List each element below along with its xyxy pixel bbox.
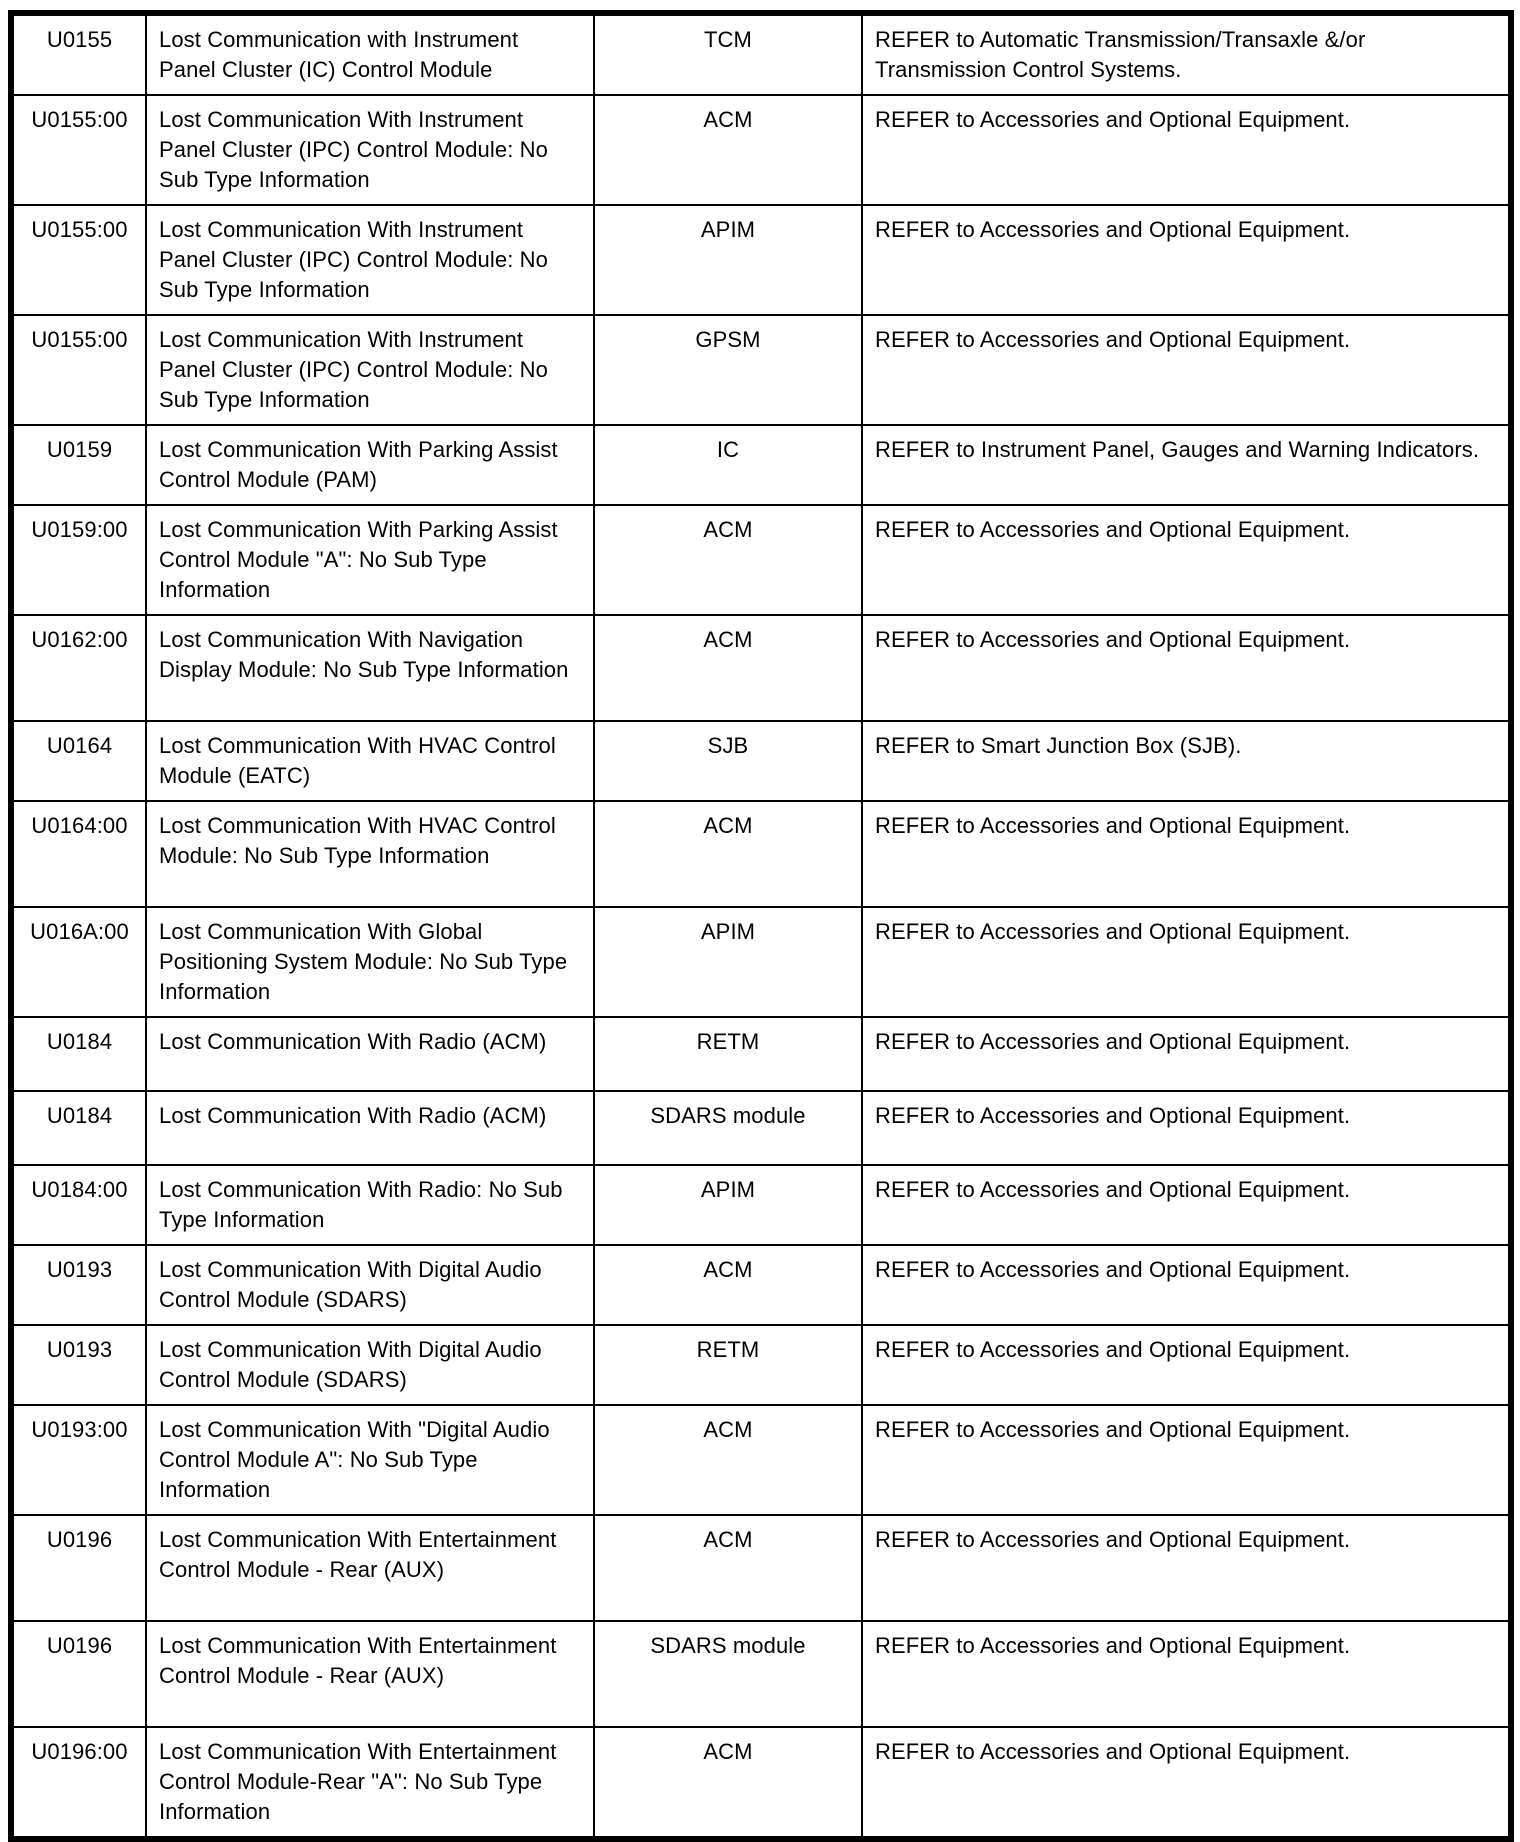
- cell-module: ACM: [594, 1515, 862, 1621]
- cell-module: RETM: [594, 1325, 862, 1405]
- cell-description: Lost Communication With Entertainment Control Module - Rear (AUX): [146, 1515, 594, 1621]
- cell-description: Lost Communication With Entertainment Control Module - Rear (AUX): [146, 1621, 594, 1727]
- cell-dtc: U0184: [11, 1091, 146, 1165]
- cell-description: Lost Communication With Parking Assist Control Module (PAM): [146, 425, 594, 505]
- cell-description: Lost Communication With Radio: No Sub Type Information: [146, 1165, 594, 1245]
- table-row: [11, 1017, 1511, 1091]
- table-row: [11, 505, 1511, 615]
- table-row: [11, 1325, 1511, 1405]
- cell-dtc: U0193: [11, 1245, 146, 1325]
- cell-module: ACM: [594, 505, 862, 615]
- cell-module: SDARS module: [594, 1621, 862, 1727]
- cell-module: ACM: [594, 801, 862, 907]
- cell-dtc: U0155:00: [11, 315, 146, 425]
- table-row: [11, 1515, 1511, 1621]
- dtc-table: [8, 10, 1514, 1842]
- table-row: [11, 1245, 1511, 1325]
- table-row: [11, 1405, 1511, 1515]
- cell-module: ACM: [594, 1727, 862, 1839]
- cell-description: Lost Communication With Global Positioning System Module: No Sub Type Information: [146, 907, 594, 1017]
- cell-dtc: U0164: [11, 721, 146, 801]
- cell-action: REFER to Accessories and Optional Equipment.: [862, 1727, 1511, 1839]
- cell-description: Lost Communication With Instrument Panel Cluster (IPC) Control Module: No Sub Type Information: [146, 205, 594, 315]
- cell-description: Lost Communication With HVAC Control Module: No Sub Type Information: [146, 801, 594, 907]
- cell-module: APIM: [594, 907, 862, 1017]
- cell-dtc: U0184: [11, 1017, 146, 1091]
- cell-action: REFER to Accessories and Optional Equipment.: [862, 1165, 1511, 1245]
- cell-module: IC: [594, 425, 862, 505]
- cell-action: REFER to Accessories and Optional Equipment.: [862, 1621, 1511, 1727]
- cell-action: REFER to Accessories and Optional Equipment.: [862, 1017, 1511, 1091]
- cell-description: Lost Communication With Instrument Panel Cluster (IPC) Control Module: No Sub Type Information: [146, 95, 594, 205]
- cell-dtc: U0155: [11, 13, 146, 95]
- cell-action: REFER to Automatic Transmission/Transaxle &/or Transmission Control Systems.: [862, 13, 1511, 95]
- table-row: [11, 1727, 1511, 1839]
- cell-module: ACM: [594, 1405, 862, 1515]
- cell-description: Lost Communication With Radio (ACM): [146, 1091, 594, 1165]
- cell-action: REFER to Smart Junction Box (SJB).: [862, 721, 1511, 801]
- table-row: [11, 1621, 1511, 1727]
- cell-description: Lost Communication With Instrument Panel Cluster (IPC) Control Module: No Sub Type Information: [146, 315, 594, 425]
- cell-dtc: U0196: [11, 1621, 146, 1727]
- cell-action: REFER to Accessories and Optional Equipment.: [862, 1245, 1511, 1325]
- table-row: [11, 315, 1511, 425]
- cell-description: Lost Communication With Digital Audio Control Module (SDARS): [146, 1245, 594, 1325]
- cell-description: Lost Communication With HVAC Control Module (EATC): [146, 721, 594, 801]
- table-row: [11, 1165, 1511, 1245]
- cell-description: Lost Communication With Entertainment Control Module-Rear "A": No Sub Type Information: [146, 1727, 594, 1839]
- table-row: [11, 205, 1511, 315]
- cell-dtc: U0164:00: [11, 801, 146, 907]
- cell-description: Lost Communication With Navigation Display Module: No Sub Type Information: [146, 615, 594, 721]
- cell-module: GPSM: [594, 315, 862, 425]
- table-row: [11, 13, 1511, 95]
- cell-action: REFER to Accessories and Optional Equipment.: [862, 1515, 1511, 1621]
- cell-action: REFER to Accessories and Optional Equipment.: [862, 205, 1511, 315]
- table-row: [11, 95, 1511, 205]
- cell-module: ACM: [594, 1245, 862, 1325]
- table-row: [11, 615, 1511, 721]
- cell-action: REFER to Accessories and Optional Equipment.: [862, 907, 1511, 1017]
- cell-module: ACM: [594, 615, 862, 721]
- table-row: [11, 801, 1511, 907]
- cell-description: Lost Communication With Parking Assist Control Module "A": No Sub Type Information: [146, 505, 594, 615]
- cell-description: Lost Communication With Digital Audio Control Module (SDARS): [146, 1325, 594, 1405]
- cell-action: REFER to Accessories and Optional Equipment.: [862, 801, 1511, 907]
- cell-module: TCM: [594, 13, 862, 95]
- table-row: [11, 1091, 1511, 1165]
- cell-module: APIM: [594, 1165, 862, 1245]
- cell-dtc: U0159:00: [11, 505, 146, 615]
- cell-dtc: U0155:00: [11, 95, 146, 205]
- cell-dtc: U0162:00: [11, 615, 146, 721]
- cell-action: REFER to Accessories and Optional Equipment.: [862, 1325, 1511, 1405]
- cell-action: REFER to Accessories and Optional Equipment.: [862, 505, 1511, 615]
- table-row: [11, 425, 1511, 505]
- cell-description: Lost Communication with Instrument Panel Cluster (IC) Control Module: [146, 13, 594, 95]
- cell-action: REFER to Accessories and Optional Equipment.: [862, 1405, 1511, 1515]
- cell-module: ACM: [594, 95, 862, 205]
- cell-module: SJB: [594, 721, 862, 801]
- cell-dtc: U0196: [11, 1515, 146, 1621]
- cell-action: REFER to Instrument Panel, Gauges and Warning Indicators.: [862, 425, 1511, 505]
- table-row: [11, 721, 1511, 801]
- cell-dtc: U0193:00: [11, 1405, 146, 1515]
- cell-dtc: U0155:00: [11, 205, 146, 315]
- cell-action: REFER to Accessories and Optional Equipment.: [862, 1091, 1511, 1165]
- table-row: [11, 907, 1511, 1017]
- cell-action: REFER to Accessories and Optional Equipment.: [862, 615, 1511, 721]
- cell-action: REFER to Accessories and Optional Equipment.: [862, 95, 1511, 205]
- dtc-table-body: [11, 13, 1511, 1839]
- cell-description: Lost Communication With Radio (ACM): [146, 1017, 594, 1091]
- cell-action: REFER to Accessories and Optional Equipment.: [862, 315, 1511, 425]
- cell-dtc: U0184:00: [11, 1165, 146, 1245]
- cell-description: Lost Communication With "Digital Audio Control Module A": No Sub Type Information: [146, 1405, 594, 1515]
- cell-dtc: U0159: [11, 425, 146, 505]
- cell-dtc: U016A:00: [11, 907, 146, 1017]
- cell-module: RETM: [594, 1017, 862, 1091]
- cell-module: APIM: [594, 205, 862, 315]
- cell-dtc: U0193: [11, 1325, 146, 1405]
- cell-dtc: U0196:00: [11, 1727, 146, 1839]
- cell-module: SDARS module: [594, 1091, 862, 1165]
